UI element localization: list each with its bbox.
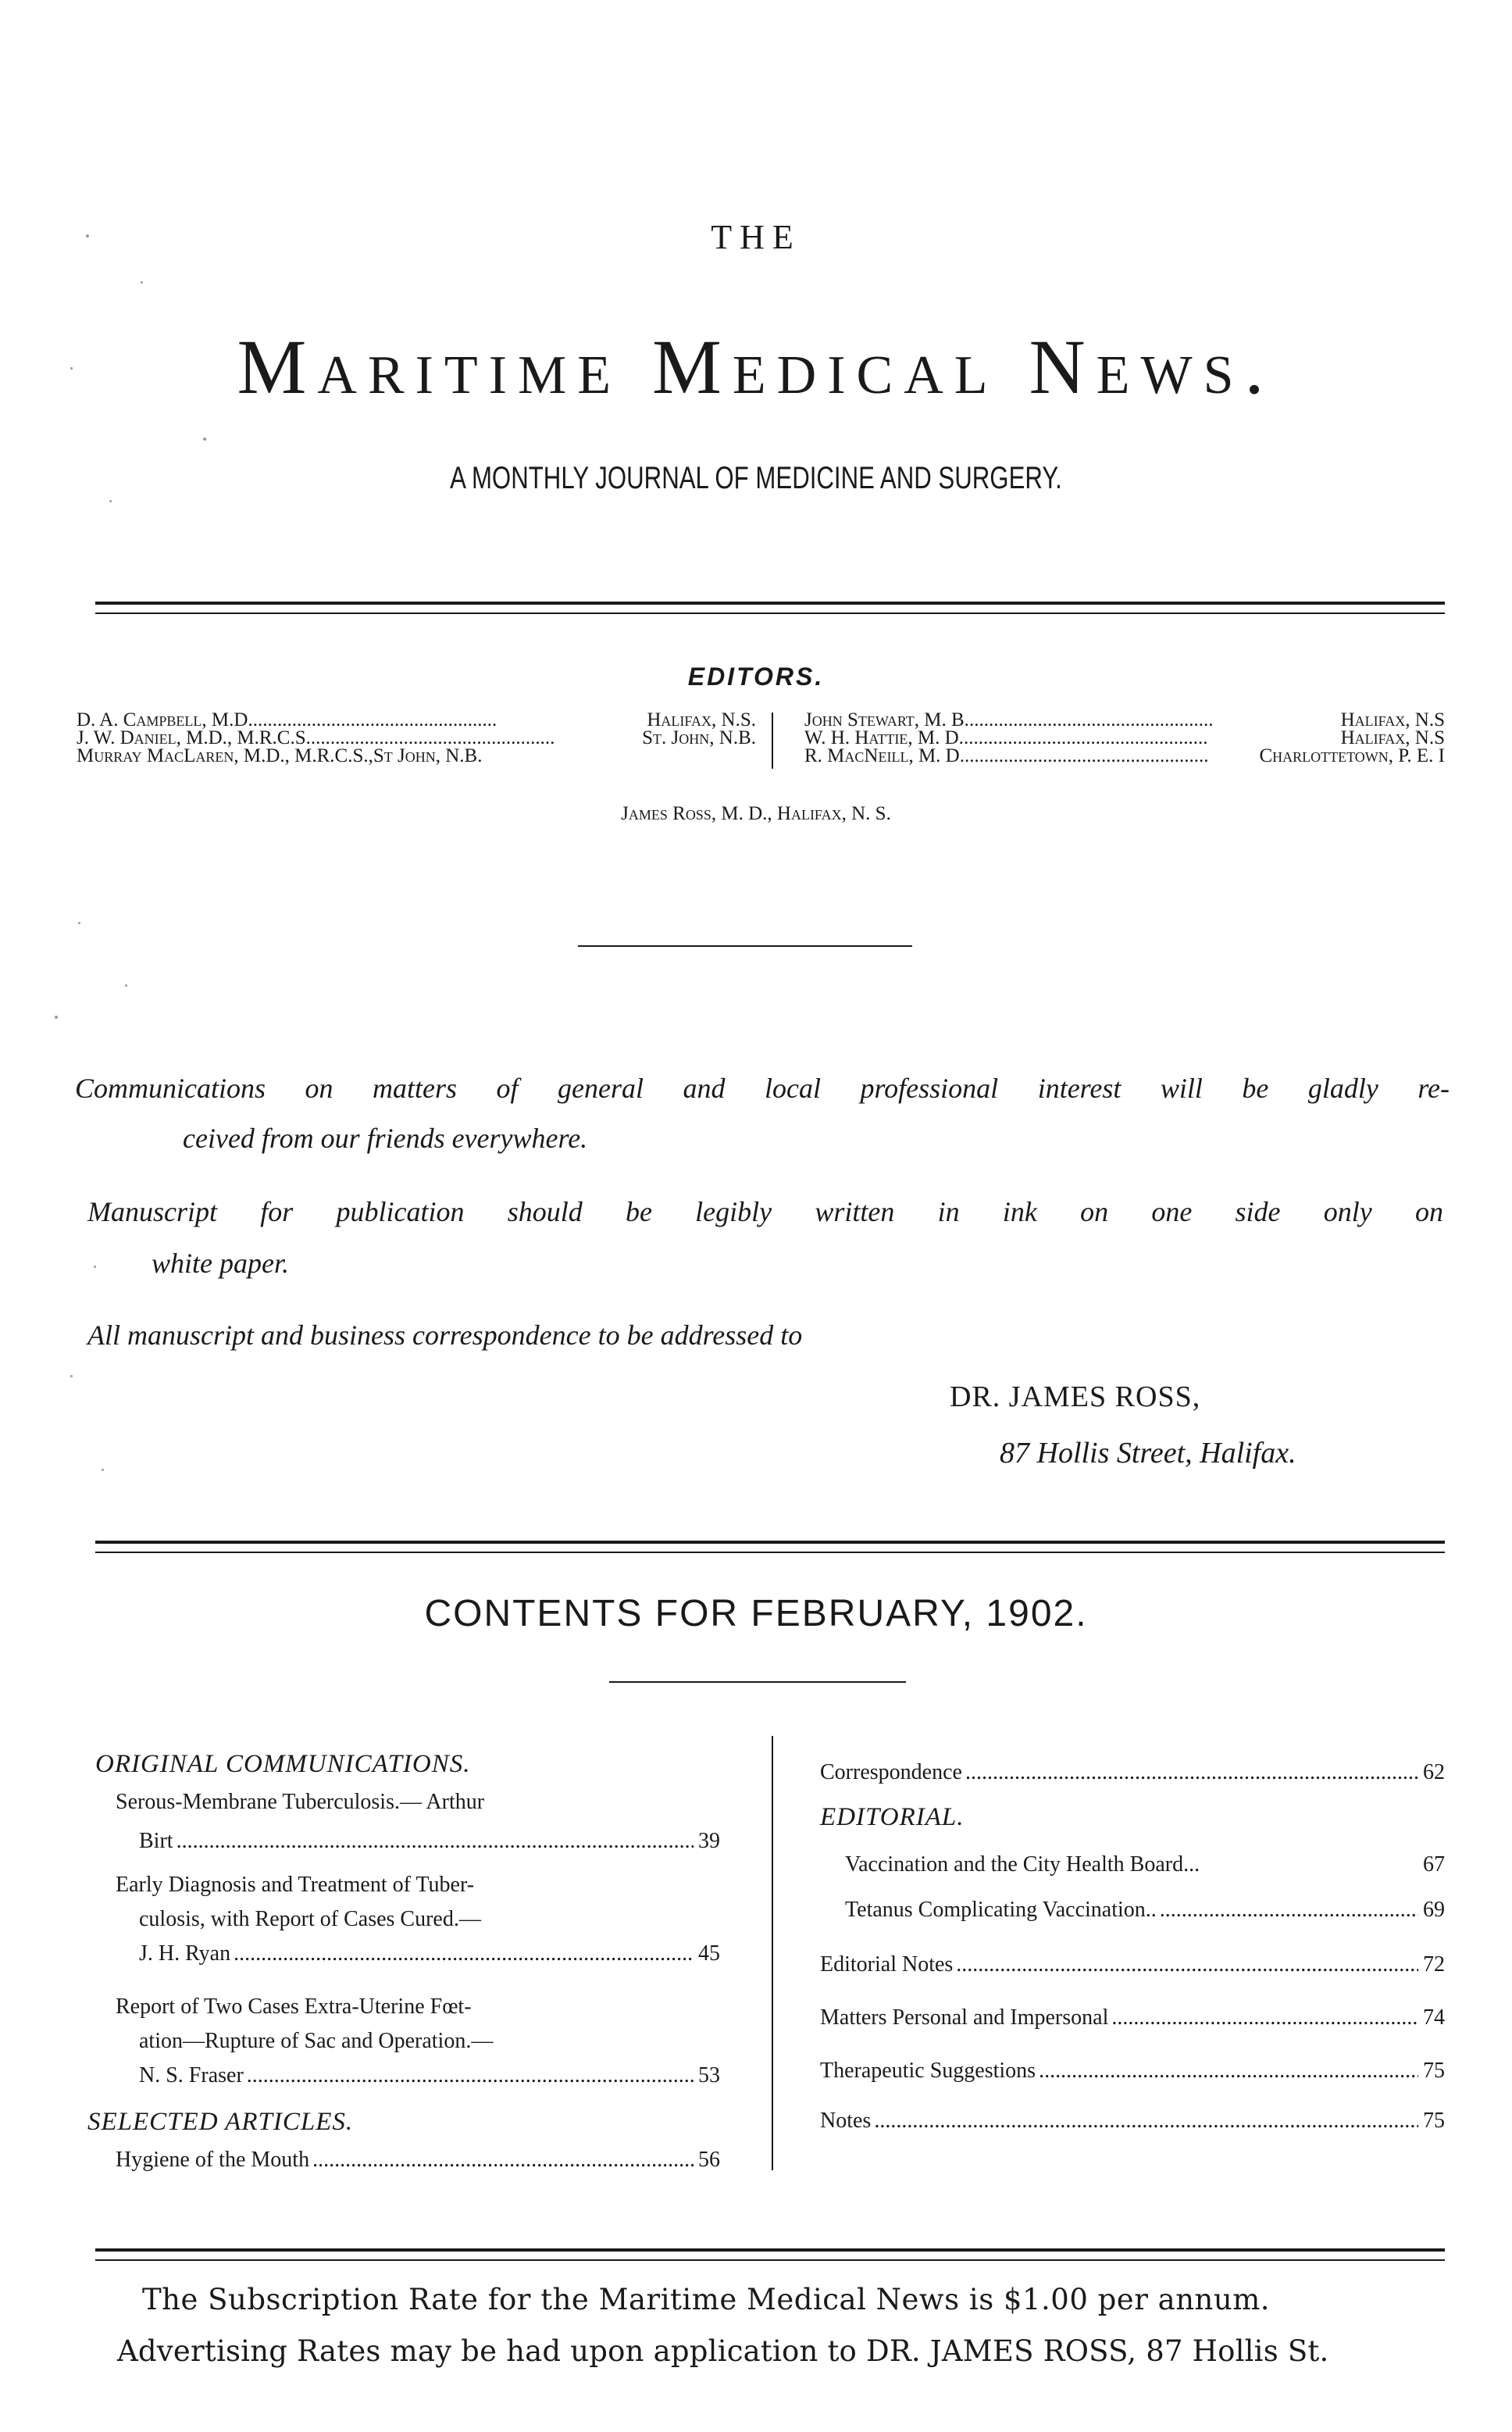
contents-rule-top — [95, 1541, 1445, 1544]
masthead-the: THE — [711, 218, 801, 256]
toc-entry-title: Birt — [139, 1829, 173, 1853]
editor-place: Charlottetown, P. E. I — [1259, 745, 1445, 766]
toc-entry-title: Therapeutic Suggestions — [820, 2059, 1036, 2083]
notice-communications-line2: ceived from our friends everywhere. — [183, 1123, 588, 1154]
editor-name: D. A. Campbell, M.D. — [77, 709, 253, 730]
toc-entry-title: Matters Personal and Impersonal — [820, 2005, 1109, 2030]
toc-leader — [177, 1828, 694, 1855]
editor-entry: J. W. Daniel, M.D., M.R.C.S. .................................................. St. John, N.B. — [77, 727, 756, 748]
toc-item-line: Early Diagnosis and Treatment of Tuber- — [116, 1873, 475, 1897]
notice-manuscript-line2: white paper. — [152, 1248, 289, 1279]
toc-page-number: 75 — [1423, 2109, 1445, 2133]
editor-entry-bottom: James Ross, M. D., Halifax, N. S. — [621, 803, 891, 824]
toc-page-number: 74 — [1423, 2005, 1445, 2030]
section-selected-articles: SELECTED ARTICLES. — [87, 2108, 354, 2136]
toc-leader — [1160, 1897, 1418, 1923]
toc-leader — [234, 1941, 694, 1967]
contents-column-divider — [772, 1736, 773, 2170]
toc-page-number: 75 — [1423, 2059, 1445, 2083]
masthead-rule-top — [95, 602, 1445, 605]
editors-short-rule — [578, 945, 912, 947]
toc-item-line: ation—Rupture of Sac and Operation.— — [139, 2029, 494, 2053]
toc-item-line: Serous-Membrane Tuberculosis.— Arthur — [116, 1790, 485, 1814]
subscription-rate-notice: The Subscription Rate for the Maritime Medical News is $1.00 per annum. — [142, 2283, 1271, 2316]
toc-page-number: 39 — [698, 1829, 720, 1853]
toc-entry — [139, 1828, 720, 1855]
address-name: DR. JAMES ROSS, — [950, 1380, 1201, 1413]
editor-name: W. H. Hattie, M. D. — [804, 727, 964, 748]
editor-entry: John Stewart, M. B. .................................................. Halifax, N.S — [804, 709, 1445, 730]
editor-place: St John, N.B. — [373, 745, 483, 766]
toc-page-number: 53 — [698, 2063, 720, 2087]
address-street: 87 Hollis Street, Halifax. — [1000, 1437, 1296, 1470]
toc-entry-title: Correspondence — [820, 1760, 962, 1784]
toc-entry — [820, 1952, 1445, 1978]
section-original-communications: ORIGINAL COMMUNICATIONS. — [95, 1750, 471, 1778]
toc-page-number: 62 — [1423, 1760, 1445, 1784]
toc-entry — [820, 2108, 1445, 2134]
section-editorial: EDITORIAL. — [820, 1803, 965, 1831]
editor-place: St. John, N.B. — [642, 727, 756, 748]
editors-left-column — [77, 711, 756, 765]
contents-rule-bottom — [95, 1552, 1445, 1553]
toc-entry — [139, 2062, 720, 2089]
toc-entry-title: Tetanus Complicating Vaccination.. — [845, 1898, 1157, 1922]
toc-leader — [247, 2062, 694, 2089]
toc-leader — [956, 1952, 1418, 1978]
toc-entry — [820, 2005, 1445, 2031]
toc-entry-title: N. S. Fraser — [139, 2063, 244, 2087]
editor-place: Halifax, N.S. — [647, 709, 756, 730]
advertising-rates-notice: Advertising Rates may be had upon application to DR. JAMES ROSS, 87 Hollis St. — [117, 2334, 1329, 2368]
toc-item-line: culosis, with Report of Cases Cured.— — [139, 1907, 481, 1931]
editors-heading: EDITORS. — [687, 662, 825, 691]
toc-leader — [1111, 2005, 1418, 2031]
toc-entry — [820, 2058, 1445, 2084]
toc-entry-title: Editorial Notes — [820, 1952, 954, 1977]
toc-entry-title: J. H. Ryan — [139, 1941, 231, 1966]
toc-entry-title: Vaccination and the City Health Board... — [845, 1852, 1200, 1877]
editor-name: J. W. Daniel, M.D., M.R.C.S. — [77, 727, 311, 748]
editor-entry: R. MacNeill, M. D. .................................................. Charlottetown, P. E. I — [804, 745, 1445, 766]
editor-name: R. MacNeill, M. D. — [804, 745, 965, 766]
toc-entry — [820, 1759, 1445, 1786]
toc-entry — [845, 1897, 1445, 1923]
footer-rule-bottom — [95, 2259, 1445, 2261]
journal-title: Maritime Medical News. — [237, 323, 1275, 410]
editors-right-column — [804, 711, 1445, 765]
editor-name: Murray MacLaren, M.D., M.R.C.S., — [77, 745, 373, 766]
editor-entry — [77, 747, 756, 765]
toc-page-number: 69 — [1423, 1898, 1445, 1922]
toc-leader — [965, 1759, 1418, 1786]
toc-entry-title: Notes — [820, 2109, 872, 2133]
footer-rule-top — [95, 2248, 1445, 2252]
editor-entry: W. H. Hattie, M. D. .................................................. Halifax, N.S — [804, 727, 1445, 748]
editor-place: Halifax, N.S — [1340, 727, 1445, 748]
editor-name: John Stewart, M. B. — [804, 709, 969, 730]
editor-entry: D. A. Campbell, M.D. .................................................. Halifax, N.S. — [77, 709, 756, 730]
editors-divider — [772, 712, 773, 769]
toc-entry-title: Hygiene of the Mouth — [116, 2148, 310, 2172]
toc-item-line: Report of Two Cases Extra-Uterine Fœt- — [116, 1995, 472, 2019]
toc-entry — [845, 1852, 1445, 1878]
notice-correspondence: All manuscript and business correspondence to be addressed to — [87, 1320, 803, 1351]
toc-leader — [874, 2108, 1418, 2134]
journal-subtitle: A MONTHLY JOURNAL OF MEDICINE AND SURGERY. — [450, 461, 1062, 495]
contents-short-rule — [609, 1681, 906, 1683]
masthead-rule-bottom — [95, 612, 1445, 614]
toc-leader — [312, 2147, 694, 2173]
toc-entry — [116, 2147, 720, 2173]
toc-leader — [1039, 2058, 1418, 2084]
toc-page-number: 67 — [1423, 1852, 1445, 1877]
notice-manuscript-line1: Manuscript for publication should be legibly written in ink on one side only on — [87, 1196, 1443, 1227]
notice-communications-line1: Communications on matters of general and local professional interest will be gladly re- — [75, 1073, 1450, 1104]
toc-entry — [139, 1941, 720, 1967]
toc-page-number: 45 — [698, 1941, 720, 1966]
toc-page-number: 72 — [1423, 1952, 1445, 1977]
contents-heading: CONTENTS FOR FEBRUARY, 1902. — [424, 1593, 1088, 1634]
editor-place: Halifax, N.S — [1340, 709, 1445, 730]
toc-page-number: 56 — [698, 2148, 720, 2172]
